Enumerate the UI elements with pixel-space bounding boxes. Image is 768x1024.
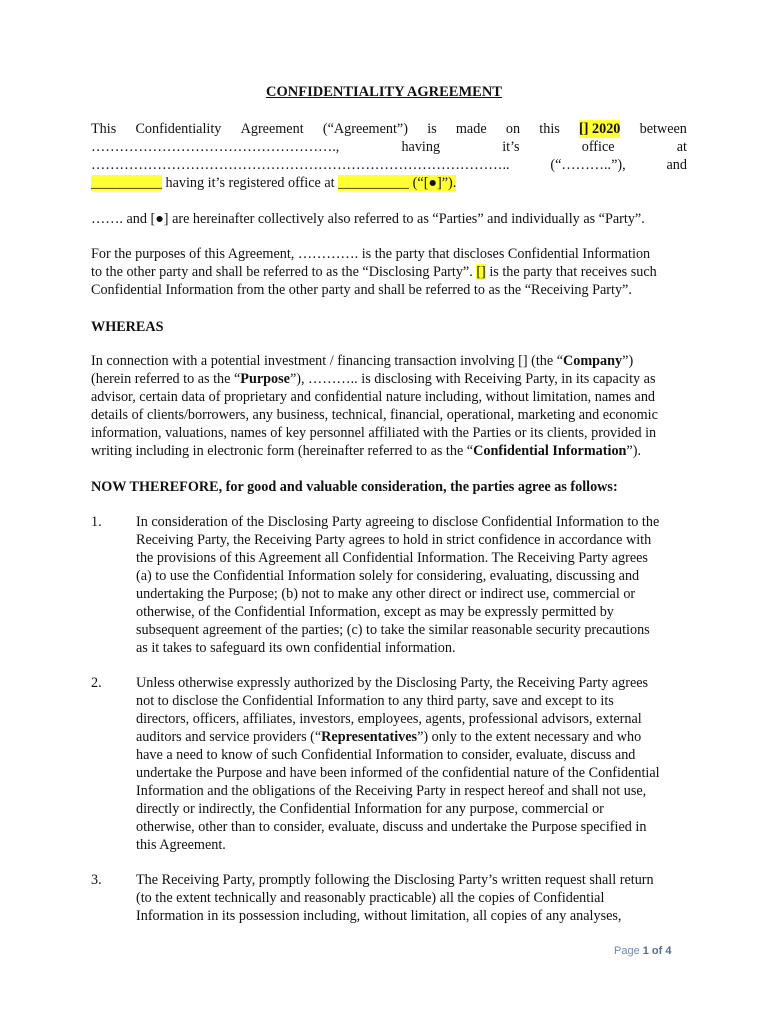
clause-2-line: directly or indirectly, the Confidential Information for any purpose, commercial or xyxy=(136,801,604,817)
document-title: CONFIDENTIALITY AGREEMENT xyxy=(266,84,502,100)
date-placeholder: [] 2020 xyxy=(579,121,621,137)
clause-1-line: otherwise, of the Confidential Information, except as may be expressly permitted by xyxy=(136,604,614,620)
now-therefore-heading: NOW THEREFORE, for good and valuable consideration, the parties agree as follows: xyxy=(91,479,618,495)
intro-line-2: ……………………………………………., having it’s office at xyxy=(91,139,687,155)
clause-3-line: (to the extent technically and reasonably practicable) all the copies of Confidential xyxy=(136,890,605,906)
purpose-line-3: Confidential Information from the other party and shall be referred to as the “Receiving Party”. xyxy=(91,282,632,298)
clause-2-line: this Agreement. xyxy=(136,837,226,853)
clause-2-line: not to disclose the Confidential Information to any third party, save and except to its xyxy=(136,693,614,709)
party-name-blank: __________ xyxy=(91,175,162,191)
clause-2-line: Information and the obligations of the Receiving Party in respect hereof and shall not use, xyxy=(136,783,647,799)
parties-definition: ……. and [●] are hereinafter collectively also referred to as “Parties” and individually as “Party”. xyxy=(91,211,645,227)
clause-1-line: undertaking the Purpose; (b) not to make any other direct or indirect use, commercial or xyxy=(136,586,636,602)
whereas-line-3: advisor, certain data of proprietary and confidential nature including, without limitation, names and xyxy=(91,389,656,405)
clause-1-line: (a) to use the Confidential Information solely for considering, evaluating, discussing and xyxy=(136,568,640,584)
purpose-line-1: For the purposes of this Agreement, …………. is the party that discloses Confidential Information xyxy=(91,246,651,262)
clause-1-line: the provisions of this Agreement all Confidential Information. The Receiving Party agrees xyxy=(136,550,648,566)
clause-3-line: The Receiving Party, promptly following the Disclosing Party’s written request shall return xyxy=(136,872,654,888)
whereas-line-5: information, valuations, names of key personnel affiliated with the Parties or its clients, provided in xyxy=(91,425,657,441)
clause-2-line: auditors and service providers (“Representatives”) only to the extent necessary and who xyxy=(136,729,642,745)
whereas-heading: WHEREAS xyxy=(91,319,164,335)
whereas-line-4: details of clients/borrowers, any business, technical, financial, operational, marketing and economic xyxy=(91,407,658,423)
clause-1-line: as it takes to safeguard its own confidential information. xyxy=(136,640,456,656)
clause-1-line: subsequent agreement of the parties; (c) to take the similar reasonable security precautions xyxy=(136,622,650,638)
intro-line-4: __________ having it’s registered office at __________ (“[●]”). xyxy=(91,175,457,191)
whereas-line-2: (herein referred to as the “Purpose”), ……….. is disclosing with Receiving Party, in its capacity as xyxy=(91,371,656,387)
clause-1-number: 1. xyxy=(91,514,102,530)
intro-line-1: This Confidentiality Agreement (“Agreement”) is made on this [] 2020 between xyxy=(91,121,687,137)
page-number-footer: Page 1 of 4 xyxy=(614,945,672,957)
clause-3-line: Information in its possession including, without limitation, all copies of any analyses, xyxy=(136,908,622,924)
clause-1-line: Receiving Party, the Receiving Party agrees to hold in strict confidence in accordance with xyxy=(136,532,652,548)
clause-3-number: 3. xyxy=(91,872,102,888)
clause-2-line: undertake the Purpose and have been informed of the confidential nature of the Confidential xyxy=(136,765,660,781)
clause-2-line: otherwise, other than to consider, evaluate, discuss and undertake the Purpose specified in xyxy=(136,819,647,835)
clause-2-line: have a need to know of such Confidential Information to consider, evaluate, discuss and xyxy=(136,747,636,763)
party-short-name-blank: (“[●]”). xyxy=(409,175,457,191)
clause-1-line: In consideration of the Disclosing Party agreeing to disclose Confidential Information to the xyxy=(136,514,660,530)
purpose-line-2: to the other party and shall be referred to as the “Disclosing Party”. [] is the party that receives such xyxy=(91,264,657,280)
intro-line-3: …………………………………………………………………………….. (“………..”), and xyxy=(91,157,687,173)
office-address-blank: __________ xyxy=(338,175,410,191)
whereas-line-1: In connection with a potential investment / financing transaction involving [] (the “Company”) xyxy=(91,353,634,369)
clause-2-line: directors, officers, affiliates, investors, employees, agents, professional advisors, external xyxy=(136,711,642,727)
clause-2-line: Unless otherwise expressly authorized by the Disclosing Party, the Receiving Party agrees xyxy=(136,675,649,691)
whereas-line-6: writing including in electronic form (hereinafter referred to as the “Confidential Information”). xyxy=(91,443,641,459)
clause-2-number: 2. xyxy=(91,675,102,691)
receiving-party-blank: [] xyxy=(476,264,486,280)
